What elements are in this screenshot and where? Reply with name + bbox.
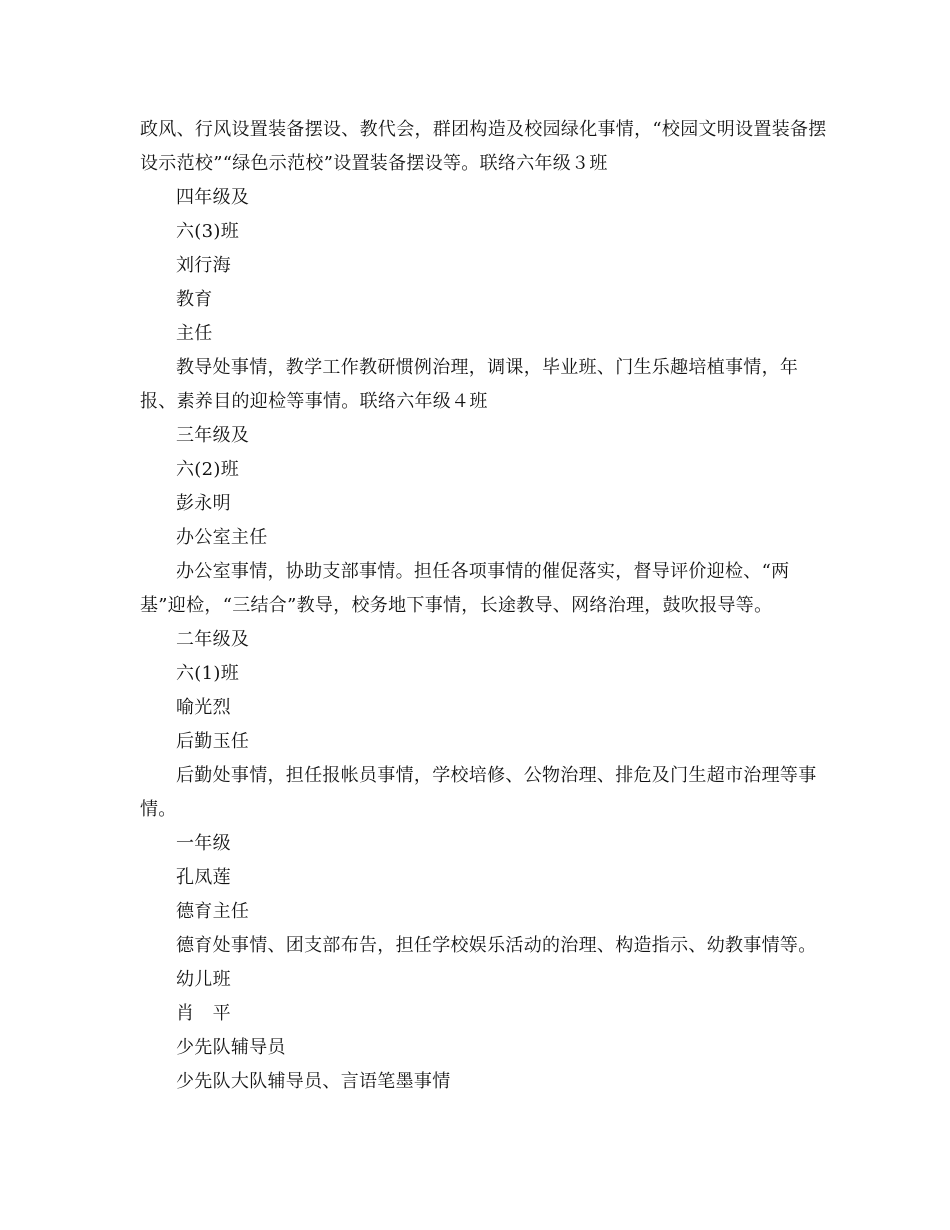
paragraph-17: 后勤处事情，担任报帐员事情，学校培修、公物治理、排危及门生超市治理等事情。	[140, 765, 817, 820]
paragraph-20: 德育主任	[176, 901, 250, 922]
paragraph-21: 德育处事情、团支部布告，担任学校娱乐活动的治理、构造指示、幼教事情等。	[176, 935, 817, 956]
paragraph-23: 肖 平	[176, 1003, 231, 1024]
paragraph-7: 教导处事情，教学工作教研惯例治理，调课，毕业班、门生乐趣培植事情，年报、素养目的迎检等事情。联络六年级４班	[140, 357, 799, 412]
paragraph-9: 六(2)班	[176, 459, 239, 480]
paragraph-22: 幼儿班	[176, 969, 231, 990]
paragraph-13: 二年级及	[176, 629, 250, 650]
paragraph-18: 一年级	[176, 833, 231, 854]
paragraph-1: 政风、行风设置装备摆设、教代会，群团构造及校园绿化事情，“校园文明设置装备摆设示范校”“绿色示范校”设置装备摆设等。联络六年级３班	[140, 119, 827, 174]
paragraph-12: 办公室事情，协助支部事情。担任各项事情的催促落实，督导评价迎检、“两基”迎检，“三结合”教导，校务地下事情，长途教导、网络治理，鼓吹报导等。	[140, 561, 790, 616]
paragraph-4: 刘行海	[176, 255, 231, 276]
paragraph-10: 彭永明	[176, 493, 231, 514]
paragraph-24: 少先队辅导员	[176, 1037, 286, 1058]
paragraph-8: 三年级及	[176, 425, 250, 446]
paragraph-3: 六(3)班	[176, 221, 239, 242]
paragraph-16: 后勤玉任	[176, 731, 250, 752]
paragraph-14: 六(1)班	[176, 663, 239, 684]
paragraph-19: 孔凤莲	[176, 867, 231, 888]
paragraph-11: 办公室主任	[176, 527, 268, 548]
paragraph-25: 少先队大队辅导员、言语笔墨事情	[176, 1071, 451, 1092]
paragraph-2: 四年级及	[176, 187, 250, 208]
paragraph-6: 主任	[176, 323, 213, 344]
paragraph-15: 喻光烈	[176, 697, 231, 718]
document-page	[140, 113, 830, 1099]
paragraph-5: 教育	[176, 289, 213, 310]
